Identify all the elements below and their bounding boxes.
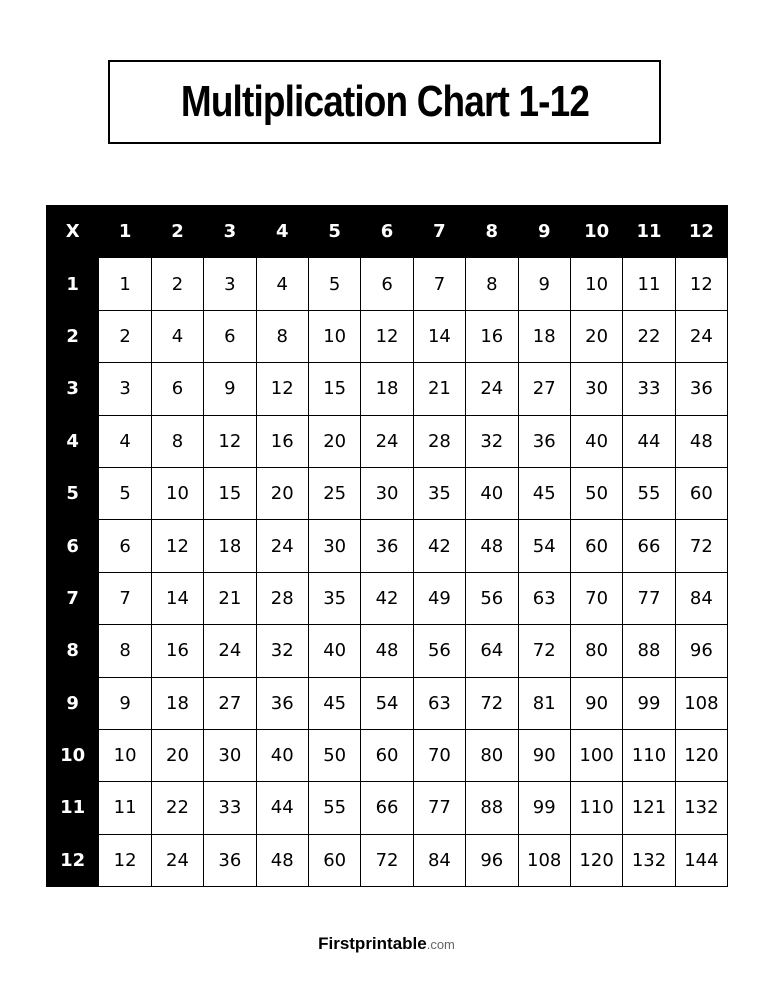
table-row: [47, 415, 728, 467]
product-cell: 2: [99, 310, 151, 362]
product-cell: 120: [675, 729, 727, 781]
product-cell: 99: [623, 677, 675, 729]
product-cell: 54: [518, 520, 570, 572]
product-cell: 4: [256, 258, 308, 310]
product-cell: 40: [256, 729, 308, 781]
product-cell: 45: [308, 677, 360, 729]
column-header: 3: [204, 206, 256, 258]
product-cell: 12: [99, 834, 151, 886]
row-header: 12: [47, 834, 99, 886]
product-cell: 6: [99, 520, 151, 572]
row-header: 3: [47, 363, 99, 415]
product-cell: 8: [99, 625, 151, 677]
product-cell: 60: [570, 520, 622, 572]
product-cell: 15: [308, 363, 360, 415]
column-header: 6: [361, 206, 413, 258]
product-cell: 50: [308, 729, 360, 781]
product-cell: 132: [623, 834, 675, 886]
product-cell: 48: [256, 834, 308, 886]
product-cell: 48: [675, 415, 727, 467]
product-cell: 2: [151, 258, 203, 310]
product-cell: 40: [570, 415, 622, 467]
table-row: [47, 520, 728, 572]
product-cell: 30: [308, 520, 360, 572]
product-cell: 24: [256, 520, 308, 572]
table-row: [47, 258, 728, 310]
product-cell: 42: [413, 520, 465, 572]
product-cell: 11: [99, 782, 151, 834]
column-header: 1: [99, 206, 151, 258]
product-cell: 12: [361, 310, 413, 362]
product-cell: 10: [308, 310, 360, 362]
page-title: Multiplication Chart 1-12: [180, 77, 589, 126]
product-cell: 21: [413, 363, 465, 415]
product-cell: 110: [570, 782, 622, 834]
product-cell: 20: [151, 729, 203, 781]
product-cell: 88: [466, 782, 518, 834]
product-cell: 8: [151, 415, 203, 467]
product-cell: 16: [466, 310, 518, 362]
title-box: [108, 60, 661, 144]
product-cell: 64: [466, 625, 518, 677]
table-row: [47, 363, 728, 415]
product-cell: 24: [151, 834, 203, 886]
product-cell: 9: [204, 363, 256, 415]
product-cell: 12: [151, 520, 203, 572]
table-body: [47, 258, 728, 887]
product-cell: 20: [256, 467, 308, 519]
product-cell: 20: [570, 310, 622, 362]
table-row: [47, 572, 728, 624]
product-cell: 72: [361, 834, 413, 886]
product-cell: 66: [623, 520, 675, 572]
product-cell: 24: [361, 415, 413, 467]
product-cell: 50: [570, 467, 622, 519]
product-cell: 66: [361, 782, 413, 834]
product-cell: 100: [570, 729, 622, 781]
product-cell: 18: [151, 677, 203, 729]
product-cell: 99: [518, 782, 570, 834]
product-cell: 16: [151, 625, 203, 677]
column-header: 2: [151, 206, 203, 258]
product-cell: 1: [99, 258, 151, 310]
product-cell: 22: [623, 310, 675, 362]
header-row: [47, 206, 728, 258]
product-cell: 72: [675, 520, 727, 572]
row-header: 6: [47, 520, 99, 572]
product-cell: 90: [570, 677, 622, 729]
table-row: [47, 625, 728, 677]
product-cell: 132: [675, 782, 727, 834]
table-row: [47, 677, 728, 729]
product-cell: 18: [361, 363, 413, 415]
product-cell: 36: [361, 520, 413, 572]
product-cell: 81: [518, 677, 570, 729]
product-cell: 10: [99, 729, 151, 781]
product-cell: 24: [466, 363, 518, 415]
table-row: [47, 467, 728, 519]
product-cell: 45: [518, 467, 570, 519]
product-cell: 72: [466, 677, 518, 729]
product-cell: 4: [99, 415, 151, 467]
corner-cell: X: [47, 206, 99, 258]
product-cell: 14: [151, 572, 203, 624]
product-cell: 44: [256, 782, 308, 834]
product-cell: 3: [99, 363, 151, 415]
product-cell: 49: [413, 572, 465, 624]
product-cell: 35: [308, 572, 360, 624]
product-cell: 11: [623, 258, 675, 310]
product-cell: 36: [675, 363, 727, 415]
table-row: [47, 729, 728, 781]
product-cell: 40: [466, 467, 518, 519]
product-cell: 7: [413, 258, 465, 310]
product-cell: 77: [413, 782, 465, 834]
product-cell: 55: [308, 782, 360, 834]
product-cell: 3: [204, 258, 256, 310]
product-cell: 10: [570, 258, 622, 310]
product-cell: 72: [518, 625, 570, 677]
product-cell: 7: [99, 572, 151, 624]
column-header: 7: [413, 206, 465, 258]
table-row: [47, 834, 728, 886]
product-cell: 6: [151, 363, 203, 415]
table-row: [47, 310, 728, 362]
product-cell: 28: [256, 572, 308, 624]
product-cell: 96: [466, 834, 518, 886]
product-cell: 20: [308, 415, 360, 467]
product-cell: 54: [361, 677, 413, 729]
product-cell: 24: [204, 625, 256, 677]
product-cell: 84: [413, 834, 465, 886]
product-cell: 60: [675, 467, 727, 519]
product-cell: 108: [675, 677, 727, 729]
product-cell: 33: [623, 363, 675, 415]
product-cell: 42: [361, 572, 413, 624]
row-header: 2: [47, 310, 99, 362]
product-cell: 12: [675, 258, 727, 310]
row-header: 1: [47, 258, 99, 310]
product-cell: 22: [151, 782, 203, 834]
product-cell: 88: [623, 625, 675, 677]
product-cell: 5: [308, 258, 360, 310]
product-cell: 9: [518, 258, 570, 310]
product-cell: 12: [256, 363, 308, 415]
product-cell: 16: [256, 415, 308, 467]
product-cell: 15: [204, 467, 256, 519]
row-header: 9: [47, 677, 99, 729]
product-cell: 40: [308, 625, 360, 677]
column-header: 4: [256, 206, 308, 258]
product-cell: 120: [570, 834, 622, 886]
product-cell: 108: [518, 834, 570, 886]
product-cell: 63: [413, 677, 465, 729]
product-cell: 18: [518, 310, 570, 362]
product-cell: 144: [675, 834, 727, 886]
product-cell: 48: [361, 625, 413, 677]
product-cell: 77: [623, 572, 675, 624]
product-cell: 18: [204, 520, 256, 572]
product-cell: 90: [518, 729, 570, 781]
product-cell: 96: [675, 625, 727, 677]
product-cell: 27: [204, 677, 256, 729]
row-header: 4: [47, 415, 99, 467]
product-cell: 84: [675, 572, 727, 624]
footer: [0, 934, 773, 954]
product-cell: 14: [413, 310, 465, 362]
product-cell: 27: [518, 363, 570, 415]
product-cell: 30: [361, 467, 413, 519]
product-cell: 21: [204, 572, 256, 624]
row-header: 10: [47, 729, 99, 781]
row-header: 11: [47, 782, 99, 834]
product-cell: 56: [466, 572, 518, 624]
product-cell: 70: [413, 729, 465, 781]
product-cell: 80: [570, 625, 622, 677]
table-row: [47, 782, 728, 834]
product-cell: 35: [413, 467, 465, 519]
product-cell: 25: [308, 467, 360, 519]
product-cell: 55: [623, 467, 675, 519]
column-header: 9: [518, 206, 570, 258]
product-cell: 28: [413, 415, 465, 467]
product-cell: 6: [361, 258, 413, 310]
product-cell: 4: [151, 310, 203, 362]
column-header: 5: [308, 206, 360, 258]
product-cell: 36: [204, 834, 256, 886]
product-cell: 36: [256, 677, 308, 729]
row-header: 8: [47, 625, 99, 677]
footer-domain: .com: [426, 937, 455, 952]
product-cell: 9: [99, 677, 151, 729]
product-cell: 10: [151, 467, 203, 519]
product-cell: 36: [518, 415, 570, 467]
footer-brand: Firstprintable: [318, 934, 427, 953]
product-cell: 8: [256, 310, 308, 362]
product-cell: 8: [466, 258, 518, 310]
product-cell: 32: [256, 625, 308, 677]
row-header: 7: [47, 572, 99, 624]
product-cell: 6: [204, 310, 256, 362]
product-cell: 12: [204, 415, 256, 467]
product-cell: 5: [99, 467, 151, 519]
product-cell: 44: [623, 415, 675, 467]
row-header: 5: [47, 467, 99, 519]
column-header: 8: [466, 206, 518, 258]
product-cell: 24: [675, 310, 727, 362]
product-cell: 30: [204, 729, 256, 781]
product-cell: 121: [623, 782, 675, 834]
product-cell: 32: [466, 415, 518, 467]
product-cell: 60: [308, 834, 360, 886]
product-cell: 60: [361, 729, 413, 781]
column-header: 12: [675, 206, 727, 258]
column-header: 11: [623, 206, 675, 258]
multiplication-table: [46, 205, 728, 887]
product-cell: 30: [570, 363, 622, 415]
product-cell: 48: [466, 520, 518, 572]
product-cell: 56: [413, 625, 465, 677]
product-cell: 70: [570, 572, 622, 624]
product-cell: 33: [204, 782, 256, 834]
product-cell: 110: [623, 729, 675, 781]
product-cell: 63: [518, 572, 570, 624]
product-cell: 80: [466, 729, 518, 781]
column-header: 10: [570, 206, 622, 258]
